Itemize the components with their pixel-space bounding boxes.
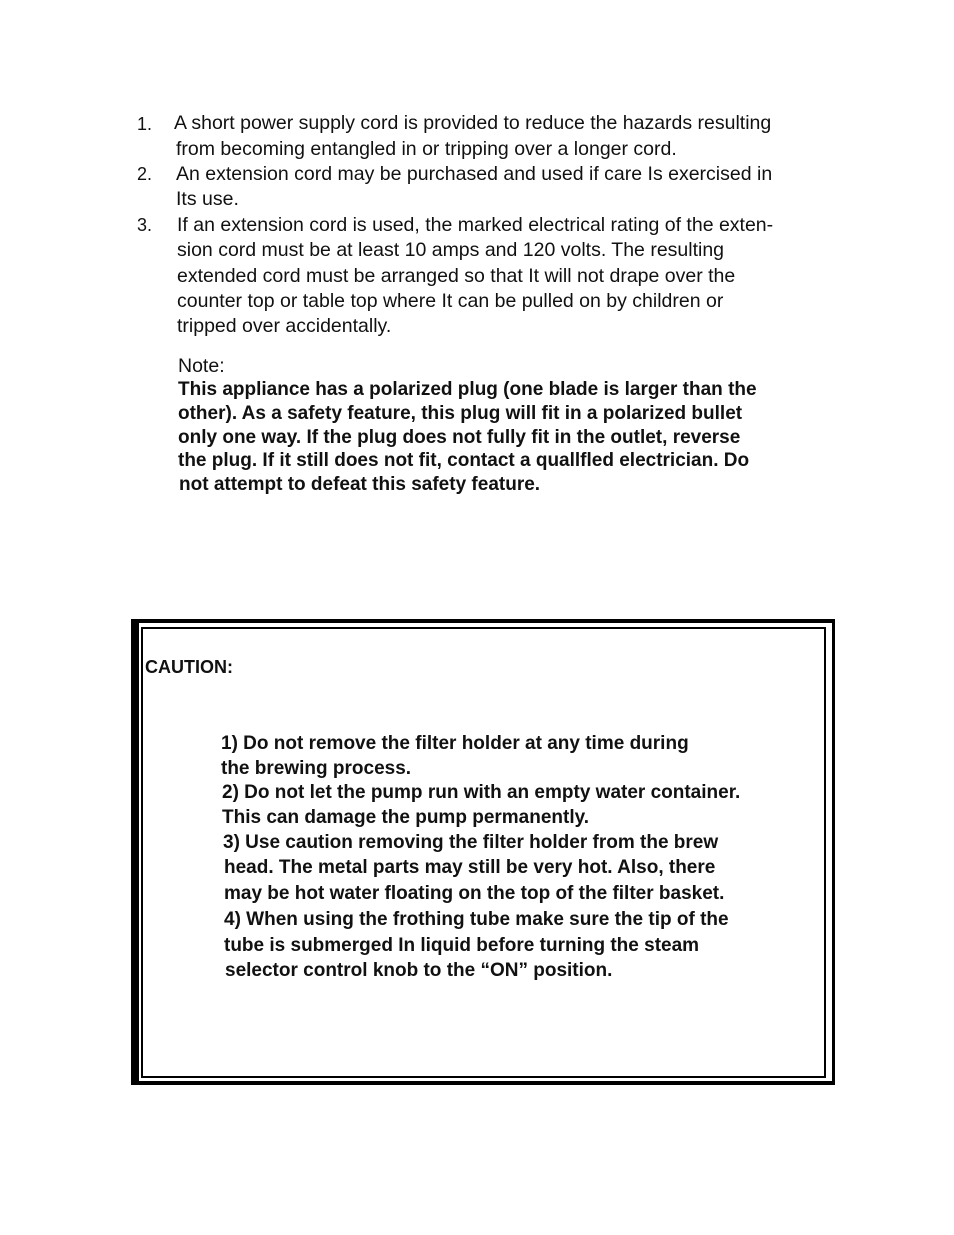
caution-line: 3) Use caution removing the filter holder from the brew xyxy=(223,832,719,853)
caution-line: selector control knob to the “ON” position. xyxy=(225,960,613,981)
list-text-line: extended cord must be arranged so that It will not drape over the xyxy=(177,265,736,287)
note-line: This appliance has a polarized plug (one blade is larger than the xyxy=(178,379,757,400)
note-line: other). As a safety feature, this plug will fit in a polarized bullet xyxy=(178,403,743,424)
note-label: Note: xyxy=(178,355,225,377)
list-text-line: Its use. xyxy=(176,188,239,210)
list-text-line: A short power supply cord is provided to reduce the hazards resulting xyxy=(174,112,772,134)
caution-line: 1) Do not remove the filter holder at any time during xyxy=(221,733,689,754)
list-text-line: counter top or table top where It can be pulled on by children or xyxy=(177,290,724,312)
caution-title: CAUTION: xyxy=(145,657,233,677)
list-text-line: If an extension cord is used, the marked electrical rating of the exten- xyxy=(177,214,774,236)
note-line: not attempt to defeat this safety feature. xyxy=(179,474,541,495)
note-line: only one way. If the plug does not fully fit in the outlet, reverse xyxy=(178,427,741,448)
list-text-line: sion cord must be at least 10 amps and 120 volts. The resulting xyxy=(177,239,725,261)
caution-line: may be hot water floating on the top of the filter basket. xyxy=(224,883,725,904)
note-line: the plug. If it still does not fit, contact a quallfled electrician. Do xyxy=(178,450,750,471)
caution-line: head. The metal parts may still be very hot. Also, there xyxy=(224,857,716,878)
caution-line: 2) Do not let the pump run with an empty water container. xyxy=(222,782,741,803)
caution-line: This can damage the pump permanently. xyxy=(222,807,590,828)
list-number: 2. xyxy=(137,164,153,184)
list-number: 1. xyxy=(137,114,153,134)
list-number: 3. xyxy=(137,215,153,235)
list-text-line: tripped over accidentally. xyxy=(177,315,392,337)
list-text-line: from becoming entangled in or tripping over a longer cord. xyxy=(176,138,677,160)
list-text-line: An extension cord may be purchased and used if care Is exercised in xyxy=(176,163,773,185)
caution-line: 4) When using the frothing tube make sure the tip of the xyxy=(224,909,729,930)
caution-line: tube is submerged In liquid before turning the steam xyxy=(224,935,700,956)
caution-line: the brewing process. xyxy=(221,758,412,779)
